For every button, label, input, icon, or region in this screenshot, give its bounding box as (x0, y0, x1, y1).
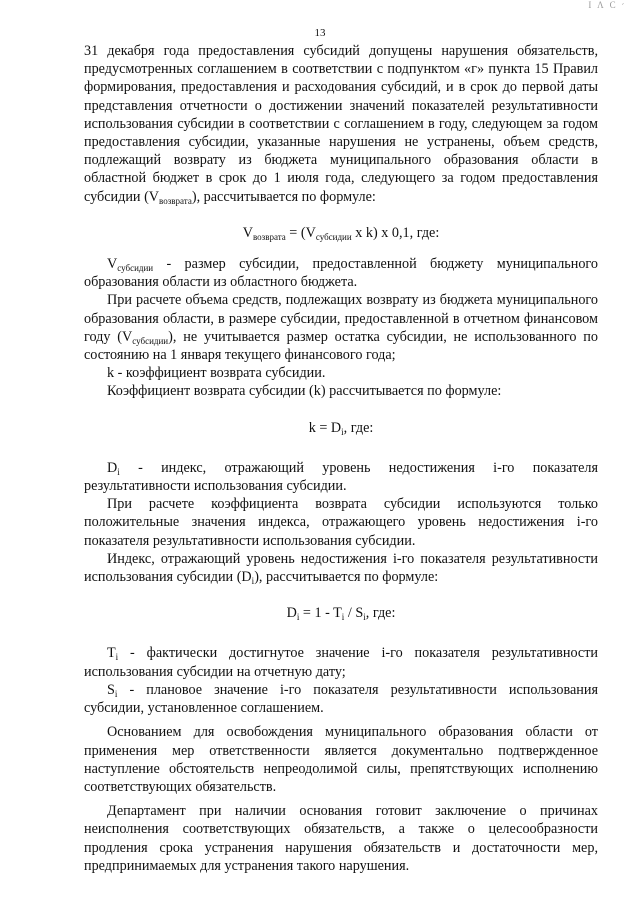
formula-d: $D_i = 1 - T_i / S_i$, где: (286, 605, 396, 623)
page-number: 13 (314, 27, 326, 39)
paragraph-intro: 31 декабря года предоставления субсидий допущены нарушения обязательств, предусмотренных соглашением в соответствии с подпунктом «г» пункта 15 Правил формирования, предоставления и расходования субсидий, и в срок до первой даты представления отчетности о достижении значений показателей результативности использования субсидии в соответствии с соглашением в году, следующем за годом предоставления субсидии, указанные нарушения не устранены, объем средств, подлежащий возврату из бюджета муниципального образования области в областной бюджет в срок до 1 июля года, следующего за годом предоставления субсидии $(V_{возврата})$, рассчитывается по формуле: (84, 43, 598, 206)
definition-k: k - коэффициент возврата субсидии. (107, 365, 326, 382)
document-body (84, 42, 598, 875)
paragraph-force-majeure: Основанием для освобождения муниципального образования области от применения мер ответственности является документально подтвержденное наступление обстоятельств непреодолимой силы, препятствующих исполнению соответствующих обязательств. (84, 724, 598, 795)
formula-k: $k = D_i$, где: (308, 419, 374, 437)
paragraph-calculation-note: При расчете объема средств, подлежащих возврату из бюджета муниципального образования области, в размере субсидии, предоставленной в отчетном финансовом году $(V_{субсидии})$, не учитывается размер остатка субсидии, не использованного по состоянию на 1 января текущего финансового года; (84, 292, 598, 364)
definition-t: $T_i$ - фактически достигнутое значение i-го показателя результативности использования субсидии на отчетную дату; (84, 645, 598, 680)
corner-mark: Ι Λ С ׳ (588, 0, 626, 10)
definition-d: $D_i$ - индекс, отражающий уровень недостижения i-го показателя результативности использования субсидии. (84, 459, 598, 495)
paragraph-d-formula-intro: Индекс, отражающий уровень недостижения i-го показателя результативности использования субсидии $(D_i)$, рассчитывается по формуле: (84, 550, 598, 587)
paragraph-k-formula-intro: Коэффициент возврата субсидии (k) рассчитывается по формуле: (107, 383, 502, 400)
paragraph-department-conclusion: Департамент при наличии основания готовит заключение о причинах неисполнения соответствующих обязательств, а также о целесообразности продления срока устранения нарушения обязательств и достаточности мер, предпринимаемых для устранения такого нарушения. (84, 803, 598, 874)
formula-return-volume: $V_{возврата} = (V_{субсидии}$ x k) x 0,1, где: (242, 224, 440, 242)
paragraph-positive-values: При расчете коэффициента возврата субсидии используются только положительные значения индекса, отражающего уровень недостижения i-го показателя результативности использования субсидии. (84, 496, 598, 549)
definition-s: $S_i$ - плановое значение i-го показателя результативности использования субсидии, установленное соглашением. (84, 681, 598, 717)
definition-v-subsidy: $V_{субсидии}$ - размер субсидии, предоставленной бюджету муниципального образования области из областного бюджета. (84, 256, 598, 291)
